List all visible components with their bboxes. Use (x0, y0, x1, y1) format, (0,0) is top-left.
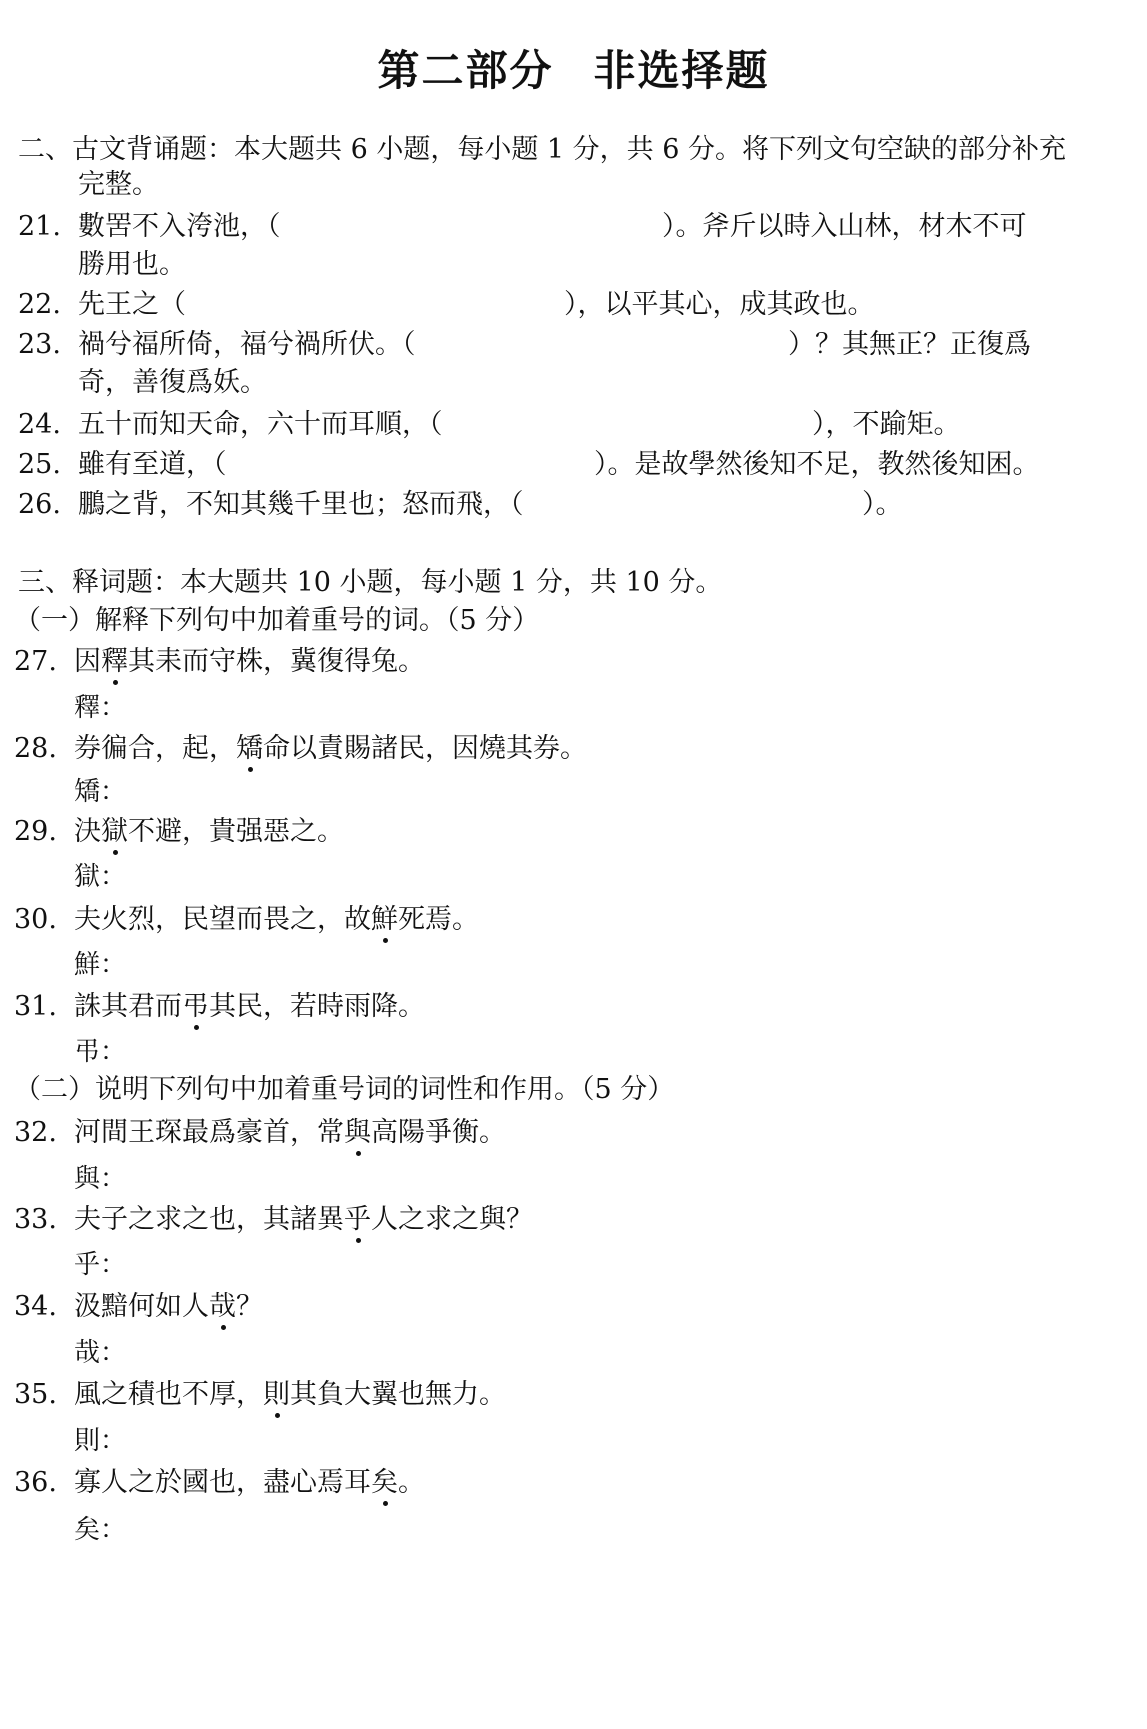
answer-label: 哉： (74, 1338, 127, 1368)
question-30: 30. 夫火烈，民望而畏之，故鮮死焉。 (14, 904, 479, 935)
title-type: 非选择题 (593, 46, 770, 95)
emphasized-word: 釋 (101, 646, 128, 677)
answer-label: 弔： (74, 1037, 127, 1067)
emphasized-word: 哉 (209, 1291, 236, 1322)
question-34: 34. 汲黯何如人哉？ (14, 1291, 263, 1322)
section3-heading: 三、释词题：本大题共 10 小题，每小题 1 分，共 10 分。 (18, 567, 723, 598)
answer-label: 矯： (74, 777, 127, 807)
question-number: 25. (18, 449, 61, 480)
question-25: 25. 雖有至道，（ (18, 449, 227, 480)
question-number: 22. (18, 289, 61, 320)
question-22-tail: ），以平其心，成其政也。 (564, 289, 875, 320)
answer-label: 獄： (74, 862, 127, 892)
answer-label: 鮮： (74, 950, 127, 980)
question-25-tail: ）。是故學然後知不足，教然後知困。 (594, 449, 1040, 480)
question-26: 26. 鵬之背，不知其幾千里也；怒而飛，（ (18, 489, 524, 520)
question-21: 21. 數罟不入洿池，（ (18, 211, 281, 242)
question-35: 35. 風之積也不厚，則其負大翼也無力。 (14, 1379, 506, 1410)
question-23-tail: ）？其無正？正復爲 (788, 329, 1031, 360)
answer-label: 則： (74, 1426, 127, 1456)
question-28: 28. 券徧合，起，矯命以責賜諸民，因燒其券。 (14, 733, 587, 764)
emphasized-word: 矣 (371, 1467, 398, 1498)
page-title (0, 38, 1147, 98)
question-number: 24. (18, 409, 61, 440)
question-32: 32. 河間王琛最爲豪首，常與高陽爭衡。 (14, 1117, 506, 1148)
question-number: 21. (18, 211, 61, 242)
emphasized-word: 矯 (236, 733, 263, 764)
question-27: 27. 因釋其耒而守株，冀復得兔。 (14, 646, 425, 677)
emphasized-word: 則 (263, 1379, 290, 1410)
question-21-cont: 勝用也。 (78, 249, 186, 280)
question-22: 22. 先王之（ (18, 289, 186, 320)
answer-label: 矣： (74, 1515, 127, 1545)
question-21-tail: ）。斧斤以時入山林，材木不可 (662, 211, 1027, 242)
question-number: 23. (18, 329, 61, 360)
emphasized-word: 乎 (344, 1204, 371, 1235)
question-33: 33. 夫子之求之也，其諸異乎人之求之與？ (14, 1204, 533, 1235)
emphasized-word: 與 (344, 1117, 371, 1148)
question-36: 36. 寡人之於國也，盡心焉耳矣。 (14, 1467, 425, 1498)
question-24: 24. 五十而知天命，六十而耳順，（ (18, 409, 443, 440)
subsection2-heading: （二）说明下列句中加着重号词的词性和作用。（5 分） (14, 1074, 675, 1105)
question-26-tail: ）。 (862, 489, 903, 520)
answer-label: 釋： (74, 693, 127, 723)
subsection1-heading: （一）解释下列句中加着重号的词。（5 分） (14, 605, 540, 636)
emphasized-word: 弔 (182, 991, 209, 1022)
question-number: 26. (18, 489, 61, 520)
question-23: 23. 禍兮福所倚，福兮禍所伏。（ (18, 329, 416, 360)
question-29: 29. 決獄不避，貴强惡之。 (14, 816, 344, 847)
emphasized-word: 鮮 (371, 904, 398, 935)
question-24-tail: ），不踰矩。 (812, 409, 961, 440)
answer-label: 乎： (74, 1250, 127, 1280)
question-23-cont: 奇，善復爲妖。 (78, 367, 267, 398)
section2-heading: 二、古文背诵题：本大题共 6 小题，每小题 1 分，共 6 分。将下列文句空缺的部分补充 (18, 134, 1067, 165)
emphasized-word: 獄 (101, 816, 128, 847)
question-31: 31. 誅其君而弔其民，若時雨降。 (14, 991, 425, 1022)
answer-label: 與： (74, 1164, 127, 1194)
title-part: 第二部分 (377, 46, 554, 95)
section2-heading-cont: 完整。 (78, 169, 159, 200)
